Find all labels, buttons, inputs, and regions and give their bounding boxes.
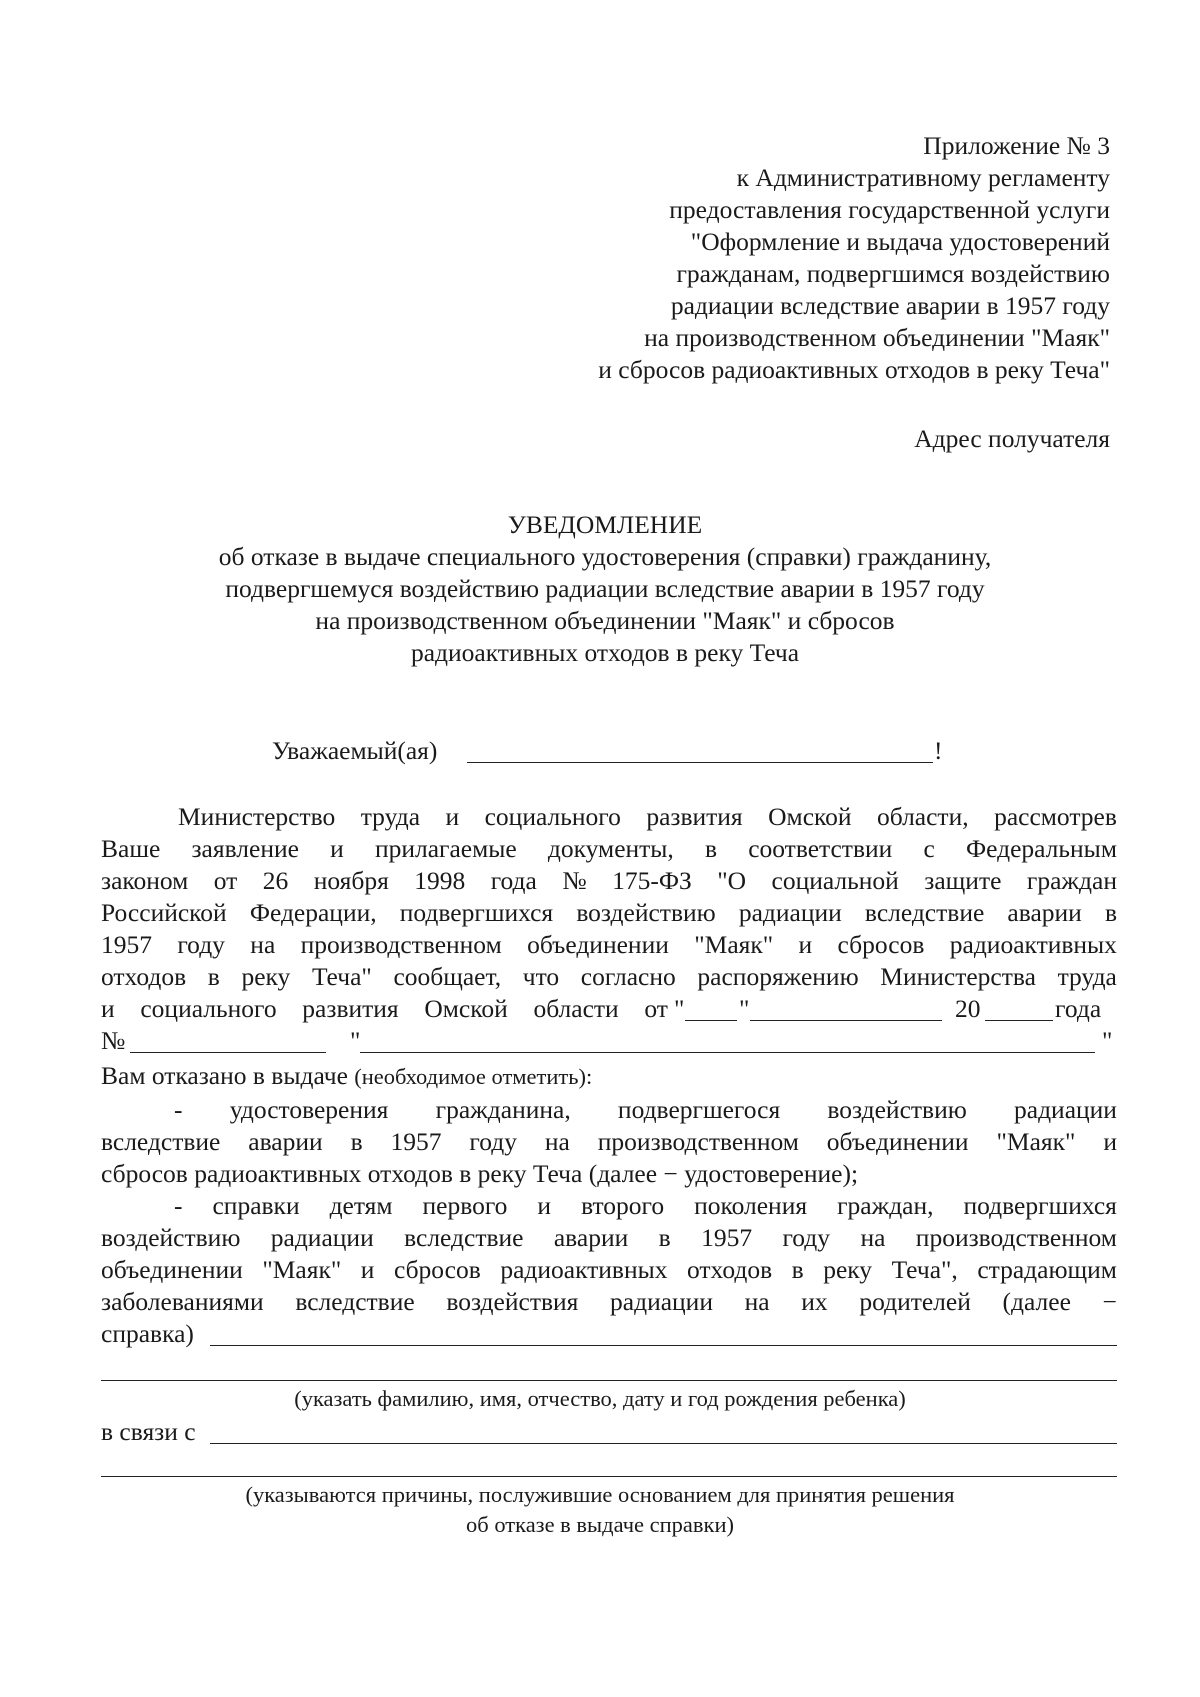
header-line: "Оформление и выдача удостоверений — [690, 227, 1110, 256]
body-line: законом от 26 ноября 1998 года № 175-ФЗ "О социальной защите граждан — [101, 866, 1117, 895]
item-reference-label: справка) — [101, 1319, 194, 1348]
child-details-blank[interactable] — [210, 1345, 1117, 1346]
date-close-quote: " — [739, 994, 750, 1023]
item-reference-line: заболеваниями вследствие воздействия радиации на их родителей (далее − — [101, 1287, 1117, 1316]
child-caption: (указать фамилию, имя, отчество, дату и год рождения ребенка) — [294, 1386, 906, 1411]
greeting-label: Уважаемый(ая) — [272, 736, 438, 765]
item-certificate-line: вследствие аварии в 1957 году на производственном объединении "Маяк" и — [101, 1127, 1117, 1156]
order-number-label: № — [101, 1026, 126, 1055]
reason-blank-2[interactable] — [101, 1476, 1117, 1477]
reason-caption-line: об отказе в выдаче справки) — [466, 1512, 734, 1537]
body-line: Ваше заявление и прилагаемые документы, в соответствии с Федеральным — [101, 834, 1117, 863]
item-reference-line: воздействию радиации вследствие аварии в 1957 году на производственном — [101, 1223, 1117, 1252]
item-certificate-line: сбросов радиоактивных отходов в реку Теча (далее − удостоверение); — [101, 1159, 859, 1188]
recipient-address-label: Адрес получателя — [914, 424, 1110, 453]
refusal-note: (необходимое отметить): — [354, 1064, 593, 1089]
body-line: Министерство труда и социального развития Омской области, рассмотрев — [178, 802, 1117, 831]
item-reference-line: объединении "Маяк" и сбросов радиоактивных отходов в реку Теча", страдающим — [101, 1255, 1117, 1284]
refusal-line — [101, 1060, 592, 1093]
order-title-blank[interactable] — [360, 1052, 1095, 1053]
subtitle-line: подвергшемуся воздействию радиации вследствие аварии в 1957 году — [225, 574, 985, 603]
order-title-close-quote: " — [1102, 1026, 1113, 1055]
reason-label: в связи с — [101, 1417, 196, 1446]
header-line: к Административному регламенту — [736, 163, 1110, 192]
header-line: Приложение № 3 — [923, 131, 1110, 160]
header-line: на производственном объединении "Маяк" — [644, 323, 1110, 352]
header-line: радиации вследствие аварии в 1957 году — [670, 291, 1110, 320]
body-line: 1957 году на производственном объединении "Маяк" и сбросов радиоактивных — [101, 930, 1117, 959]
header-line: гражданам, подвергшимся воздействию — [676, 259, 1110, 288]
subtitle-line: об отказе в выдаче специального удостоверения (справки) гражданину, — [218, 542, 992, 571]
header-line: предоставления государственной услуги — [669, 195, 1110, 224]
subtitle-line: радиоактивных отходов в реку Теча — [410, 638, 800, 667]
month-blank[interactable] — [750, 1020, 942, 1021]
order-title-open-quote: " — [350, 1026, 361, 1055]
day-blank[interactable] — [685, 1020, 737, 1021]
year-prefix: 20 — [955, 994, 981, 1023]
reason-blank[interactable] — [210, 1443, 1117, 1444]
date-open-quote: " — [674, 994, 685, 1023]
heading: УВЕДОМЛЕНИЕ — [507, 510, 703, 539]
item-certificate-line: - удостоверения гражданина, подвергшегося воздействию радиации — [174, 1095, 1117, 1124]
recipient-name-blank[interactable] — [467, 762, 933, 763]
refusal-text: Вам отказано в выдаче — [101, 1061, 348, 1090]
year-suffix: года — [1055, 994, 1102, 1023]
year-blank[interactable] — [985, 1020, 1053, 1021]
order-number-blank[interactable] — [130, 1052, 326, 1053]
subtitle-line: на производственном объединении "Маяк" и сбросов — [315, 606, 895, 635]
greeting-exclamation: ! — [934, 736, 943, 765]
order-date-words: и социального развития Омской области от — [101, 994, 668, 1023]
body-line: Российской Федерации, подвергшихся воздействию радиации вследствие аварии в — [101, 898, 1117, 927]
header-line: и сбросов радиоактивных отходов в реку Теча" — [598, 355, 1110, 384]
body-line: отходов в реку Теча" сообщает, что согласно распоряжению Министерства труда — [101, 962, 1117, 991]
item-reference-line: - справки детям первого и второго поколения граждан, подвергшихся — [174, 1191, 1117, 1220]
child-details-blank-2[interactable] — [101, 1380, 1117, 1381]
reason-caption-line: (указываются причины, послужившие основанием для принятия решения — [245, 1482, 955, 1507]
